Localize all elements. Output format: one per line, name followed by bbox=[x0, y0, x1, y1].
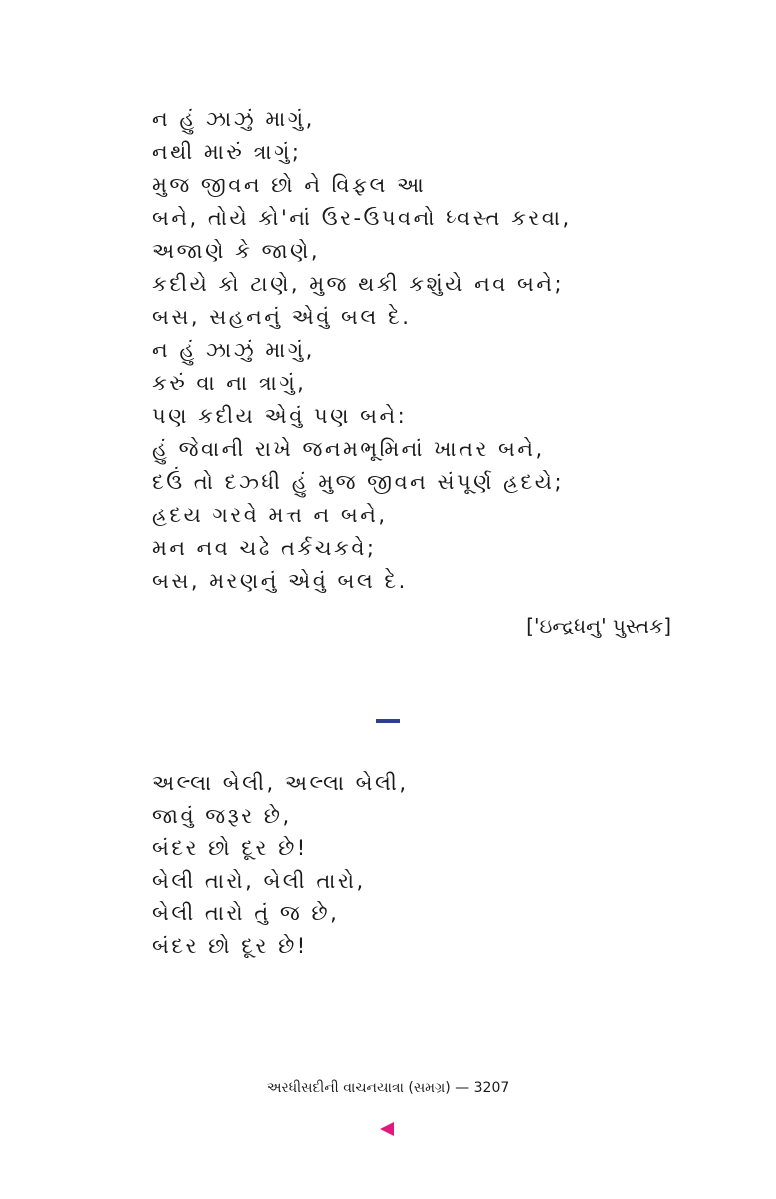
poem-line: બને, તોયે કો'નાં ઉર-ઉપવનો ધ્વસ્ત કરવા, bbox=[152, 206, 572, 230]
poem-line: બેલી તારો, બેલી તારો, bbox=[152, 868, 366, 893]
poem-line: કદીયે કો ટાણે, મુજ થકી કશુંયે નવ બને; bbox=[152, 272, 565, 296]
poem-line: જાવું જરૂર છે, bbox=[152, 803, 292, 828]
poem-line: બેલી તારો તું જ છે, bbox=[152, 901, 340, 925]
poem-line: બસ, સહનનું એવું બલ દે. bbox=[152, 305, 412, 329]
left-triangle-arrow-icon[interactable] bbox=[380, 1122, 394, 1136]
poem-line: દઉં તો દઝ્ધી હું મુજ જીવન સંપૂર્ણ હ્રદયે; bbox=[152, 470, 565, 494]
poem-stanza-1 bbox=[152, 103, 572, 598]
poem-line: મન નવ ચઢે તર્કચકવે; bbox=[152, 536, 377, 560]
page-footer: અરધીસદીની વાચનયાત્રા (સમગ્ર) — 3207 bbox=[266, 1080, 510, 1096]
poem-line: મુજ જીવન છો ને વિફલ આ bbox=[152, 173, 427, 197]
section-divider bbox=[376, 719, 400, 723]
poem-line: બસ, મરણનું એવું બલ દે. bbox=[152, 569, 408, 593]
poem-line: ન હું ઝાઝું માગું, bbox=[152, 107, 315, 131]
poem-line: બંદર છો દૂર છે! bbox=[152, 933, 308, 958]
poem-line: હ્રદય ગરવે મત્ત ન બને, bbox=[152, 503, 388, 527]
poem-line: પણ કદીય એવું પણ બને: bbox=[152, 404, 408, 428]
poem-line: કરું વા ના ત્રાગું, bbox=[152, 371, 307, 395]
source-citation: ['ઇન્દ્રધનુ' પુસ્તક] bbox=[526, 614, 671, 638]
poem-line: હું જેવાની રાખે જનમભૂમિનાં ખાતર બને, bbox=[152, 437, 545, 461]
poem-stanza-2 bbox=[152, 767, 409, 962]
poem-line: નથી મારું ત્રાગું; bbox=[152, 140, 302, 164]
poem-line: ન હું ઝાઝું માગું, bbox=[152, 338, 315, 362]
poem-line: અજાણે કે જાણે, bbox=[152, 239, 321, 263]
poem-line: અલ્લા બેલી, અલ્લા બેલી, bbox=[152, 771, 409, 795]
poem-line: બંદર છો દૂર છે! bbox=[152, 836, 308, 860]
